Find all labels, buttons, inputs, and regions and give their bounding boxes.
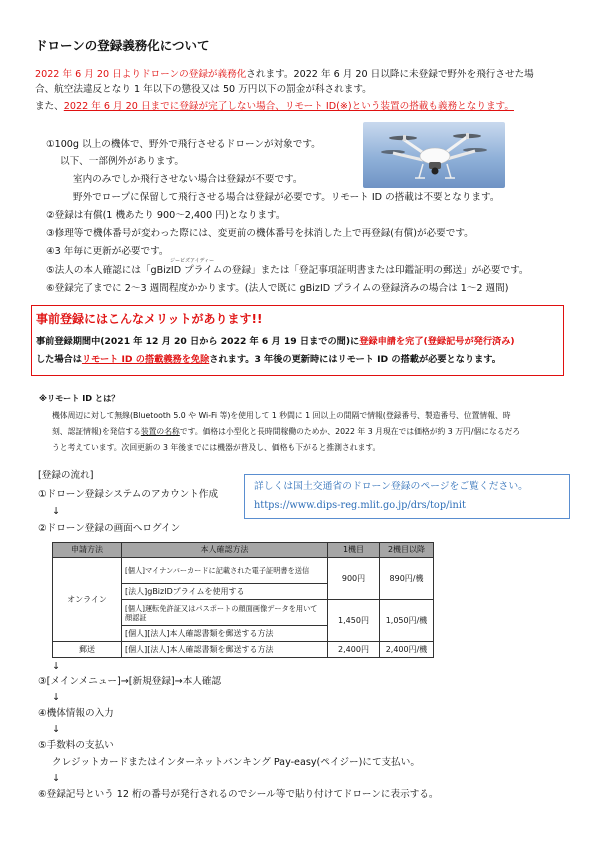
remote-id-text: です。価格は小型化と長時間稼働のためか、2022 年 3 月現在では価格が約 3 万円/個になるだろ xyxy=(179,427,521,436)
table-header: 2機目以降 xyxy=(380,543,434,558)
remote-id-underline: 装置の名称 xyxy=(140,427,180,436)
merit-title: 事前登録にはこんなメリットがあります!! xyxy=(36,312,263,326)
merit-red-underline: リモート ID の搭載義務を免除 xyxy=(81,354,210,365)
table-cell-price: 2,400円/機 xyxy=(380,642,434,658)
flow-step-2: ②ドローン登録の画面へログイン xyxy=(38,523,181,534)
table-cell: [個人]運転免許証又はパスポートの顔面画像データを用いて顔認証 xyxy=(122,600,328,626)
page-title: ドローンの登録義務化について xyxy=(35,38,210,53)
intro-text: されます。2022 年 6 月 20 日以降に未登録で野外を飛行させた場 xyxy=(246,69,534,80)
table-cell-price: 890円/機 xyxy=(380,558,434,600)
intro-red-underline: 2022 年 6 月 20 日までに登録が完了しない場合、リモート ID(※)という装置の搭載も義務となります。 xyxy=(63,101,514,112)
flow-arrow: ↓ xyxy=(52,506,61,517)
table-cell-method: 郵送 xyxy=(53,642,122,658)
intro-pre: また、 xyxy=(35,101,64,112)
intro-line-1 xyxy=(35,69,534,81)
remote-id-line-3: うと考えています。次回更新の 3 年後までには機器が普及し、価格も下がると推測されます。 xyxy=(52,443,381,452)
table-header-row xyxy=(53,543,434,558)
table-cell-price: 1,450円 xyxy=(328,600,380,642)
table-header: 本人確認方法 xyxy=(122,543,328,558)
merit-text: されます。3 年後の更新時にはリモート ID の搭載が必要となります。 xyxy=(209,354,501,365)
item-2: ②登録は有償(1 機あたり 900～2,400 円)となります。 xyxy=(46,210,286,221)
drone-icon xyxy=(363,122,505,188)
table-cell-price: 2,400円 xyxy=(328,642,380,658)
remote-id-text: 刻、認証情報)を発信する xyxy=(52,427,141,436)
table-row xyxy=(53,558,434,584)
item-3: ③修理等で機体番号が変わった際には、変更前の機体番号を抹消した上で再登録(有償)が必要です。 xyxy=(46,228,474,239)
intro-line-2: 合、航空法違反となり 1 年以下の懲役又は 50 万円以下の罰金が科されます。 xyxy=(35,84,372,95)
item-1-note: 以下、一部例外があります。 xyxy=(60,156,184,167)
link-url[interactable]: https://www.dips-reg.mlit.go.jp/drs/top/init xyxy=(254,500,466,511)
ruby-text: ジーピズアイディー xyxy=(170,258,215,264)
flow-step-3: ③[メインメニュー]→[新規登録]→本人確認 xyxy=(38,676,222,687)
table-cell-method: オンライン xyxy=(53,558,122,642)
flow-arrow: ↓ xyxy=(52,773,61,784)
drone-photo xyxy=(363,122,505,188)
merit-text: 事前登録期間中(2021 年 12 月 20 日から 2022 年 6 月 19 日までの間)に xyxy=(36,336,360,347)
flow-arrow: ↓ xyxy=(52,661,61,672)
item-4: ④3 年毎に更新が必要です。 xyxy=(46,246,169,257)
flow-step-1: ①ドローン登録システムのアカウント作成 xyxy=(38,489,219,500)
merit-line-1 xyxy=(36,336,515,348)
link-text: 詳しくは国土交通省のドローン登録のページをご覧ください。 xyxy=(254,481,528,492)
item-1-exception-1: 室内のみでしか飛行させない場合は登録が不要です。 xyxy=(73,174,303,185)
item-5: ⑤法人の本人確認には「gBizID プライムの登録」または「登記事項証明書または印鑑証明の郵送」が必要です。 xyxy=(46,265,529,276)
item-6: ⑥登録完了までに 2～3 週間程度かかります。(法人で既に gBizID プライムの登録済みの場合は 1～2 週間) xyxy=(46,283,509,294)
merit-line-2 xyxy=(36,354,501,366)
table-cell-price: 900円 xyxy=(328,558,380,600)
remote-id-line-1: 機体周辺に対して無線(Bluetooth 5.0 や Wi-Fi 等)を使用して 1 秒間に 1 回以上の間隔で情報(登録番号、製造番号、位置情報、時 xyxy=(52,411,511,420)
table-cell: [法人]gBizIDプライムを使用する xyxy=(122,584,328,600)
flow-step-5-detail: クレジットカードまたはインターネットバンキング Pay-easy(ペイジー)にて支払い。 xyxy=(52,757,420,768)
flow-step-6: ⑥登録記号という 12 桁の番号が発行されるのでシール等で貼り付けてドローンに表示する。 xyxy=(38,789,439,800)
item-1-exception-2: 野外でロープに保留して飛行させる場合は登録が必要です。リモート ID の搭載は不要となります。 xyxy=(73,192,500,203)
table-cell: [個人][法人]本人確認書類を郵送する方法 xyxy=(122,642,328,658)
intro-line-3 xyxy=(35,101,514,113)
table-cell: [個人]マイナンバーカードに記載された電子証明書を送信 xyxy=(122,558,328,584)
table-header: 申請方法 xyxy=(53,543,122,558)
flow-step-4: ④機体情報の入力 xyxy=(38,708,114,719)
intro-red-text: 2022 年 6 月 20 日よりドローンの登録が義務化 xyxy=(35,69,247,80)
merit-text: した場合は xyxy=(36,354,82,365)
table-cell-price: 1,050円/機 xyxy=(380,600,434,642)
flow-heading: [登録の流れ] xyxy=(38,470,94,481)
flow-arrow: ↓ xyxy=(52,692,61,703)
item-1: ①100g 以上の機体で、野外で飛行させるドローンが対象です。 xyxy=(46,139,321,150)
remote-id-line-2 xyxy=(52,426,520,438)
merit-red-text: 登録申請を完了(登録記号が発行済み) xyxy=(359,336,515,347)
table-cell: [個人][法人]本人確認書類を郵送する方法 xyxy=(122,626,328,642)
flow-step-5: ⑤手数料の支払い xyxy=(38,740,114,751)
fee-table xyxy=(52,542,434,658)
flow-arrow: ↓ xyxy=(52,724,61,735)
remote-id-heading: ※リモート ID とは？ xyxy=(39,393,120,403)
table-row xyxy=(53,642,434,658)
table-header: 1機目 xyxy=(328,543,380,558)
